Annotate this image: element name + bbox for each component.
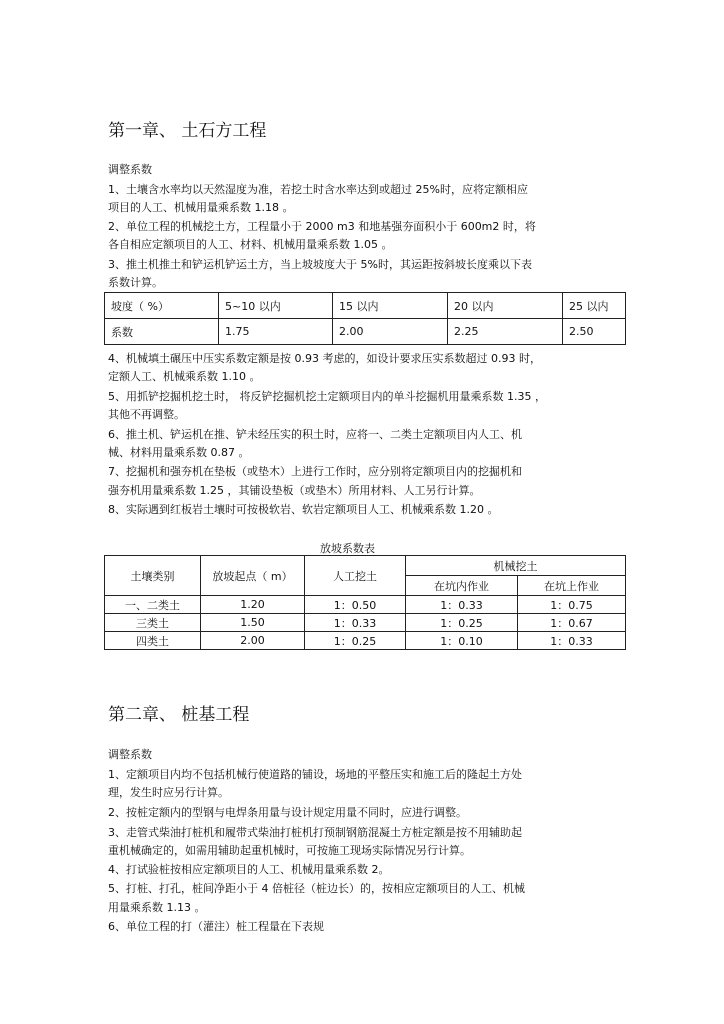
table-cell: 1：0.25 xyxy=(305,632,406,650)
table-cell: 1：0.10 xyxy=(406,632,518,650)
table-row xyxy=(105,614,626,632)
chapter-1-subtitle: 调整系数 xyxy=(108,163,152,176)
table-cell: 20 以内 xyxy=(448,293,563,319)
paragraph-line: 理，发生时应另行计算。 xyxy=(108,786,229,799)
paragraph-line: 2、单位工程的机械挖土方，工程量小于 2000 m3 和地基强夯面积小于 600m2 时，将 xyxy=(108,220,536,233)
paragraph-line: 其他不再调整。 xyxy=(108,408,185,421)
table-cell: 2.00 xyxy=(201,632,305,650)
table-row xyxy=(105,596,626,614)
table-cell: 1：0.33 xyxy=(305,614,406,632)
paragraph-line: 项目的人工、机械用量乘系数 1.18 。 xyxy=(108,201,294,214)
paragraph-line: 2、按桩定额内的型钢与电焊条用量与设计规定用量不同时，应进行调整。 xyxy=(108,806,467,819)
paragraph-line: 4、机械填土碾压中压实系数定额是按 0.93 考虑的，如设计要求压实系数超过 0.93 时， xyxy=(108,352,541,365)
grading-coefficient-table xyxy=(104,555,626,650)
table-row xyxy=(105,556,626,576)
paragraph-line: 4、打试验桩按相应定额项目的人工、机械用量乘系数 2。 xyxy=(108,863,390,876)
paragraph-line: 3、走管式柴油打桩机和履带式柴油打桩机打预制钢筋混凝土方桩定额是按不用辅助起 xyxy=(108,826,522,839)
table-row xyxy=(105,319,626,345)
header-cell: 土壤类别 xyxy=(105,556,201,596)
paragraph-line: 6、推土机、铲运机在推、铲未经压实的积土时，应将一、二类土定额项目内人工、机 xyxy=(108,428,522,441)
paragraph-line: 强夯机用量乘系数 1.25 ，其铺设垫板（或垫木）所用材料、人工另行计算。 xyxy=(108,484,481,497)
table-cell: 1：0.25 xyxy=(406,614,518,632)
paragraph-line: 重机械确定的，如需用辅助起重机械时，可按施工现场实际情况另行计算。 xyxy=(108,844,471,857)
table-cell: 1：0.67 xyxy=(518,614,626,632)
slope-coefficient-table xyxy=(104,292,626,345)
paragraph-line: 3、推土机推土和铲运机铲运土方，当上坡坡度大于 5%时，其运距按斜坡长度乘以下表 xyxy=(108,258,532,271)
chapter-1-title: 第一章、 土石方工程 xyxy=(108,121,267,141)
table-cell: 1.75 xyxy=(219,319,333,345)
table-cell: 15 以内 xyxy=(333,293,448,319)
table-cell: 2.50 xyxy=(563,319,626,345)
table-cell: 四类土 xyxy=(105,632,201,650)
header-cell: 在坑内作业 xyxy=(406,576,518,596)
header-cell: 机械挖土 xyxy=(406,556,626,576)
table-cell: 1：0.33 xyxy=(518,632,626,650)
paragraph-line: 5、用抓铲挖掘机挖土时， 将反铲挖掘机挖土定额项目内的单斗挖掘机用量乘系数 1.35 ， xyxy=(108,390,546,403)
paragraph-line: 定额人工、机械乘系数 1.10 。 xyxy=(108,370,261,383)
paragraph-line: 用量乘系数 1.13 。 xyxy=(108,901,206,914)
paragraph-line: 1、定额项目内均不包括机械行使道路的铺设，场地的平整压实和施工后的隆起土方处 xyxy=(108,768,522,781)
table-cell: 1.20 xyxy=(201,596,305,614)
table-row xyxy=(105,293,626,319)
paragraph-line: 8、实际遇到红板岩土壤时可按极软岩、软岩定额项目人工、机械乘系数 1.20 。 xyxy=(108,503,499,516)
table-cell: 1：0.50 xyxy=(305,596,406,614)
table-cell: 5~10 以内 xyxy=(219,293,333,319)
paragraph-line: 5、打桩、打孔，桩间净距小于 4 倍桩径（桩边长）的，按相应定额项目的人工、机械 xyxy=(108,882,525,895)
chapter-2-title: 第二章、 桩基工程 xyxy=(108,705,250,725)
table-cell: 一、二类土 xyxy=(105,596,201,614)
table-caption: 放坡系数表 xyxy=(320,542,375,555)
table-cell: 1：0.75 xyxy=(518,596,626,614)
table-cell: 三类土 xyxy=(105,614,201,632)
paragraph-line: 7、挖掘机和强夯机在垫板（或垫木）上进行工作时，应分别将定额项目内的挖掘机和 xyxy=(108,465,522,478)
paragraph-line: 1、土壤含水率均以天然湿度为准，若挖土时含水率达到或超过 25%时，应将定额相应 xyxy=(108,183,528,196)
table-cell: 坡度（ %） xyxy=(105,293,219,319)
paragraph-line: 械、材料用量乘系数 0.87 。 xyxy=(108,446,250,459)
table-row xyxy=(105,632,626,650)
paragraph-line: 各自相应定额项目的人工、材料、机械用量乘系数 1.05 。 xyxy=(108,238,393,251)
paragraph-line: 6、单位工程的打（灌注）桩工程量在下表规 xyxy=(108,920,324,933)
paragraph-line: 系数计算。 xyxy=(108,276,163,289)
chapter-2-subtitle: 调整系数 xyxy=(108,748,152,761)
table-cell: 25 以内 xyxy=(563,293,626,319)
header-cell: 在坑上作业 xyxy=(518,576,626,596)
header-cell: 人工挖土 xyxy=(305,556,406,596)
header-cell: 放坡起点（ m） xyxy=(201,556,305,596)
table-cell: 1：0.33 xyxy=(406,596,518,614)
table-cell: 2.00 xyxy=(333,319,448,345)
table-cell: 1.50 xyxy=(201,614,305,632)
table-cell: 系数 xyxy=(105,319,219,345)
table-cell: 2.25 xyxy=(448,319,563,345)
